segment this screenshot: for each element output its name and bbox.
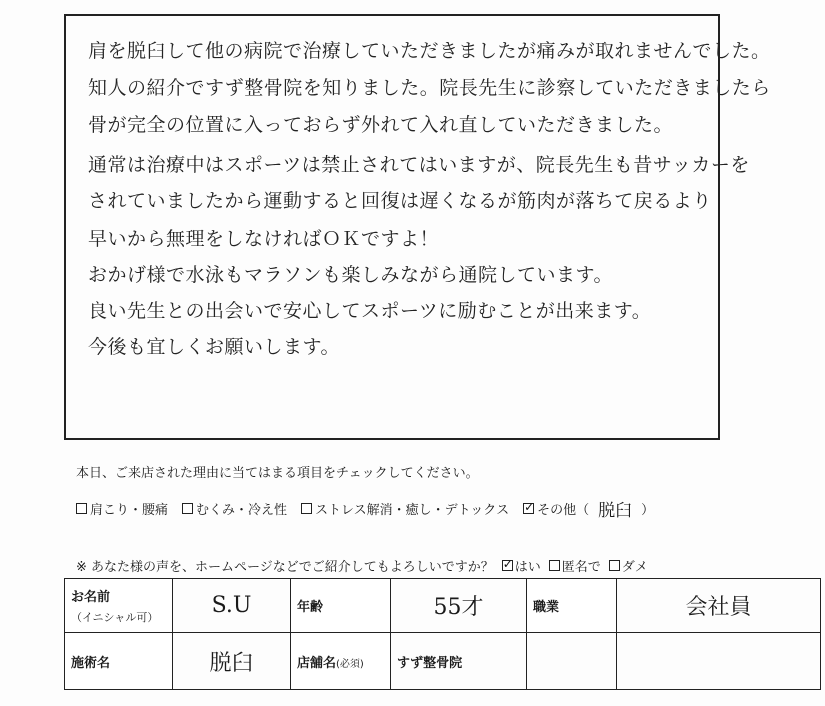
age-label: 年齢 xyxy=(291,579,391,633)
testimonial-line: 通常は治療中はスポーツは禁止されてはいますが、院長先生も昔サッカーを xyxy=(88,154,750,176)
consent-option-yes[interactable] xyxy=(502,556,541,575)
consent-checkbox[interactable] xyxy=(549,560,560,571)
reason-checkbox[interactable] xyxy=(76,503,87,514)
testimonial-line: 知人の紹介ですず整骨院を知りました。院長先生に診察していただきましたら xyxy=(88,77,771,99)
treatment-value[interactable]: 脱臼 xyxy=(173,633,291,690)
testimonial-line: 早いから無理をしなければＯＫですよ！ xyxy=(88,228,440,250)
consent-checkbox[interactable] xyxy=(502,560,513,571)
store-label: 店舗名 xyxy=(297,655,337,671)
testimonial-line: おかげ様で水泳もマラソンも楽しみながら通院しています。 xyxy=(88,264,613,286)
consent-question: ※ あなた様の声を、ホームページなどでご紹介してもよろしいですか？ xyxy=(76,560,494,575)
customer-info-table xyxy=(64,578,821,690)
consent-label: ダメ xyxy=(621,560,648,575)
reason-label: ストレス解消・癒し・デトックス xyxy=(315,503,510,518)
visit-reason-options xyxy=(76,496,654,521)
name-value[interactable]: S.U xyxy=(173,579,291,633)
job-label: 職業 xyxy=(527,579,617,633)
reason-stress-relief[interactable] xyxy=(301,499,509,518)
testimonial-line: 骨が完全の位置に入っておらず外れて入れ直していただきました。 xyxy=(88,114,674,136)
reason-other-close: ） xyxy=(641,503,655,518)
reason-other[interactable] xyxy=(523,496,654,521)
visit-reason-question: 本日、ご来店された理由に当てはまる項目をチェックしてください。 xyxy=(76,466,479,481)
empty-cell xyxy=(617,633,821,690)
store-required-note: (必須) xyxy=(336,658,364,670)
name-sublabel: （イニシャル可） xyxy=(71,611,159,625)
reason-swelling[interactable] xyxy=(182,499,287,518)
reason-checkbox[interactable] xyxy=(182,503,193,514)
consent-label: はい xyxy=(514,560,541,575)
testimonial-line: 肩を脱臼して他の病院で治療していただきましたが痛みが取れませんでした。 xyxy=(88,40,771,62)
consent-option-no[interactable] xyxy=(609,556,648,575)
age-value[interactable]: 55才 xyxy=(391,579,527,633)
store-label-cell xyxy=(291,633,391,690)
consent-checkbox[interactable] xyxy=(609,560,620,571)
testimonial-line: されていましたから運動すると回復は遅くなるが筋肉が落ちて戻るより xyxy=(88,190,712,212)
reason-other-label: その他（ xyxy=(537,503,590,518)
reason-other-checkbox[interactable] xyxy=(523,503,534,514)
name-label-cell xyxy=(65,579,173,633)
reason-checkbox[interactable] xyxy=(301,503,312,514)
store-value[interactable]: すず整骨院 xyxy=(391,633,527,690)
empty-cell xyxy=(527,633,617,690)
treatment-label: 施術名 xyxy=(65,633,173,690)
reason-label: 肩こり・腰痛 xyxy=(90,503,169,518)
reason-other-value: 脱臼 xyxy=(598,501,633,521)
consent-label: 匿名で xyxy=(561,560,601,575)
job-value[interactable]: 会社員 xyxy=(617,579,821,633)
reason-label: むくみ・冷え性 xyxy=(196,503,288,518)
name-label: お名前 xyxy=(71,590,111,606)
testimonial-line: 今後も宜しくお願いします。 xyxy=(88,336,340,358)
consent-option-anonymous[interactable] xyxy=(549,556,601,575)
testimonial-box xyxy=(64,14,771,440)
testimonial-line: 良い先生との出会いで安心してスポーツに励むことが出来ます。 xyxy=(88,300,652,322)
reason-stiff-shoulder[interactable] xyxy=(76,499,168,518)
consent-row xyxy=(76,556,648,575)
